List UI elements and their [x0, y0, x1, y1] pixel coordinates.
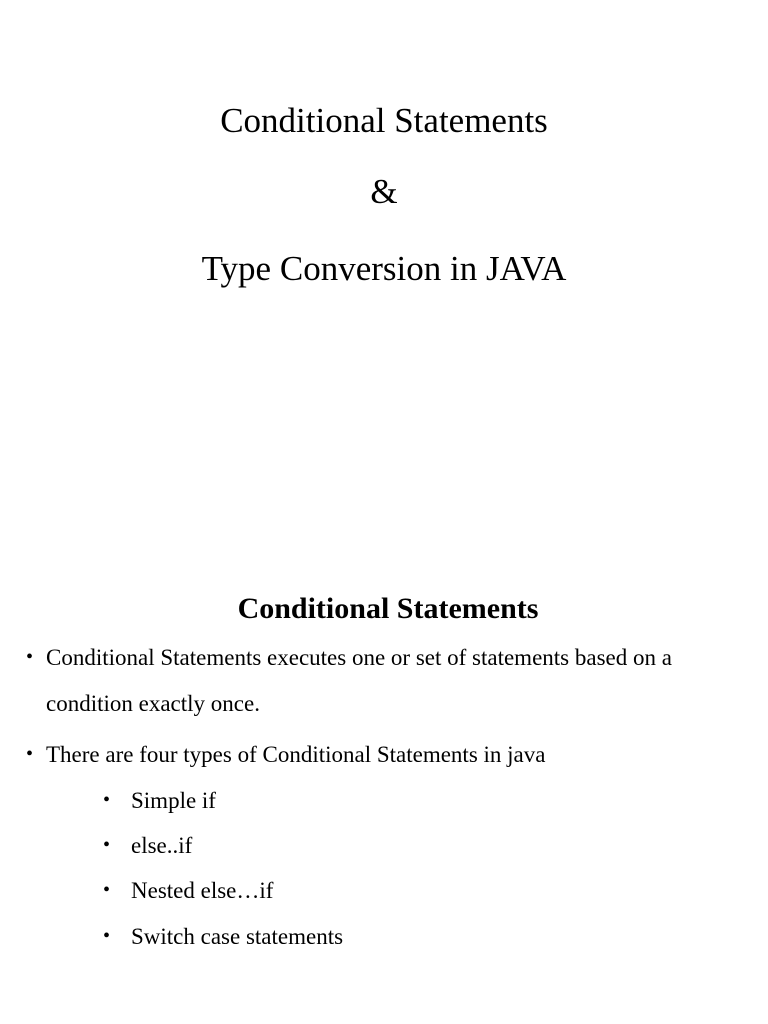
section-heading: Conditional Statements: [237, 592, 539, 625]
slide-title: Conditional Statements: [220, 101, 548, 140]
sub-bullet-text: Simple if: [131, 788, 216, 813]
slide-subtitle: Type Conversion in JAVA: [201, 249, 567, 288]
sub-bullet-text: else..if: [131, 833, 193, 858]
bullet-icon: •: [26, 743, 34, 765]
bullet-text: There are four types of Conditional Statements in java: [46, 742, 546, 767]
bullet-icon: •: [26, 646, 34, 668]
bullet-text-continuation: condition exactly once.: [46, 691, 260, 716]
bullet-text: Conditional Statements executes one or set of statements based on a: [46, 645, 672, 670]
sub-bullet-icon: •: [103, 834, 111, 856]
sub-bullet-icon: •: [103, 925, 111, 947]
sub-bullet-icon: •: [103, 789, 111, 811]
sub-bullet-icon: •: [103, 879, 111, 901]
sub-bullet-text: Switch case statements: [131, 924, 344, 949]
slide-title-ampersand: &: [370, 172, 398, 211]
sub-bullet-text: Nested else…if: [131, 878, 274, 903]
